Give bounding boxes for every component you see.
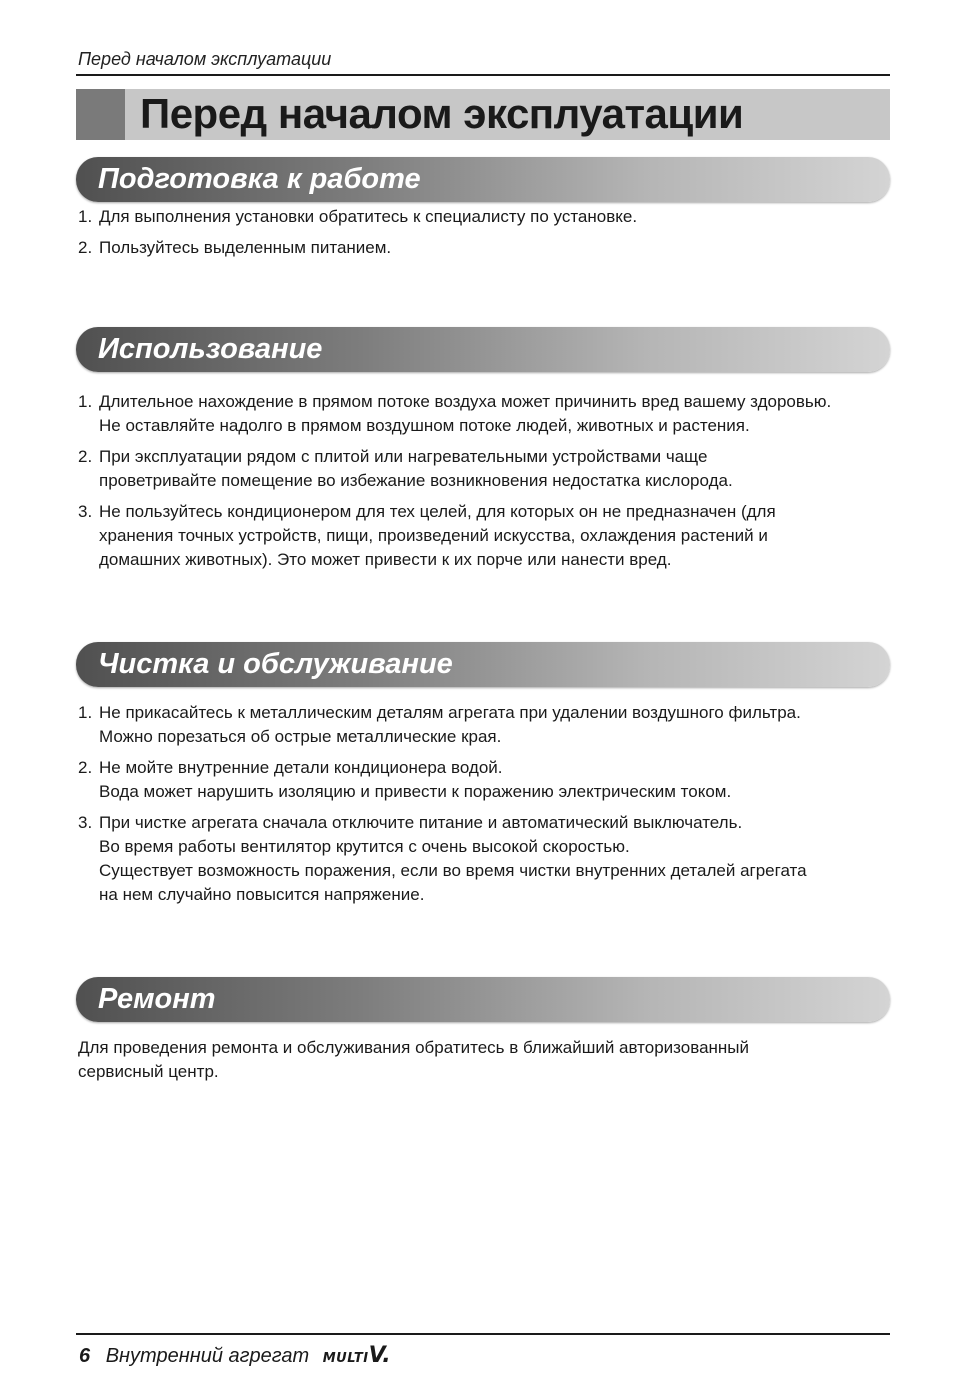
item-text: Существует возможность поражения, если во время чистки внутренних деталей агрегата <box>99 861 807 880</box>
item-text: домашних животных). Это может привести к их порче или нанести вред. <box>99 550 672 569</box>
item-number: 2. <box>78 447 93 466</box>
item-number: 3. <box>78 502 93 521</box>
item-text: Вода может нарушить изоляцию и привести к поражению электрическим током. <box>99 782 732 801</box>
logo-multi-text: MULTI <box>322 1351 369 1366</box>
section-heading-usage <box>76 327 890 372</box>
item-text: хранения точных устройств, пищи, произведений искусства, охлаждения растений и <box>99 526 768 545</box>
item-text: Не пользуйтесь кондиционером для тех целей, для которых он не предназначен (для <box>99 502 776 521</box>
title-block-decoration <box>76 89 125 140</box>
usage-list <box>78 390 831 579</box>
logo-v-text: V. <box>368 1343 391 1368</box>
section-heading-cleaning <box>76 642 890 687</box>
list-item <box>78 390 831 438</box>
list-item <box>78 701 807 749</box>
header-rule <box>76 74 890 76</box>
item-number: 2. <box>78 758 93 777</box>
section-heading-repair <box>76 977 890 1022</box>
paragraph-line: Для проведения ремонта и обслуживания обратитесь в ближайший авторизованный <box>78 1038 750 1057</box>
item-text: Не оставляйте надолго в прямом воздушном потоке людей, животных и растения. <box>99 416 750 435</box>
item-text: Пользуйтесь выделенным питанием. <box>99 238 392 257</box>
section-heading-label: Чистка и обслуживание <box>98 648 453 680</box>
page-footer <box>79 1342 391 1372</box>
page-number: 6 <box>79 1345 91 1367</box>
repair-paragraph <box>78 1036 858 1084</box>
footer-text: Внутренний агрегат <box>105 1345 310 1367</box>
list-item <box>78 236 637 260</box>
running-header: Перед началом эксплуатации <box>78 49 332 69</box>
paragraph-line: сервисный центр. <box>78 1062 219 1081</box>
footer-rule <box>76 1333 890 1335</box>
item-text: проветривайте помещение во избежание возникновения недостатка кислорода. <box>99 471 733 490</box>
item-number: 3. <box>78 813 93 832</box>
item-text: При чистке агрегата сначала отключите питание и автоматический выключатель. <box>99 813 743 832</box>
item-number: 1. <box>78 392 93 411</box>
item-text: Во время работы вентилятор крутится с очень высокой скоростью. <box>99 837 630 856</box>
preparation-list <box>78 205 637 267</box>
list-item <box>78 500 831 572</box>
item-text: Не мойте внутренние детали кондиционера водой. <box>99 758 503 777</box>
section-heading-preparation <box>76 157 890 202</box>
section-heading-label: Использование <box>98 333 323 365</box>
list-item <box>78 205 637 229</box>
item-text: на нем случайно повысится напряжение. <box>99 885 425 904</box>
item-text: Можно порезаться об острые металлические края. <box>99 727 502 746</box>
item-number: 1. <box>78 703 93 722</box>
item-number: 1. <box>78 207 93 226</box>
item-text: Не прикасайтесь к металлическим деталям агрегата при удалении воздушного фильтра. <box>99 703 801 722</box>
cleaning-list <box>78 701 807 914</box>
section-heading-label: Ремонт <box>98 983 216 1015</box>
section-heading-label: Подготовка к работе <box>98 163 421 195</box>
page-title-bar <box>76 89 890 140</box>
list-item <box>78 756 807 804</box>
list-item <box>78 811 807 907</box>
item-text: Длительное нахождение в прямом потоке воздуха может причинить вред вашему здоровью. <box>99 392 832 411</box>
page-title: Перед началом эксплуатации <box>140 90 744 137</box>
multi-v-logo <box>323 1342 391 1372</box>
item-text: При эксплуатации рядом с плитой или нагревательными устройствами чаще <box>99 447 708 466</box>
list-item <box>78 445 831 493</box>
item-text: Для выполнения установки обратитесь к специалисту по установке. <box>99 207 638 226</box>
item-number: 2. <box>78 238 93 257</box>
